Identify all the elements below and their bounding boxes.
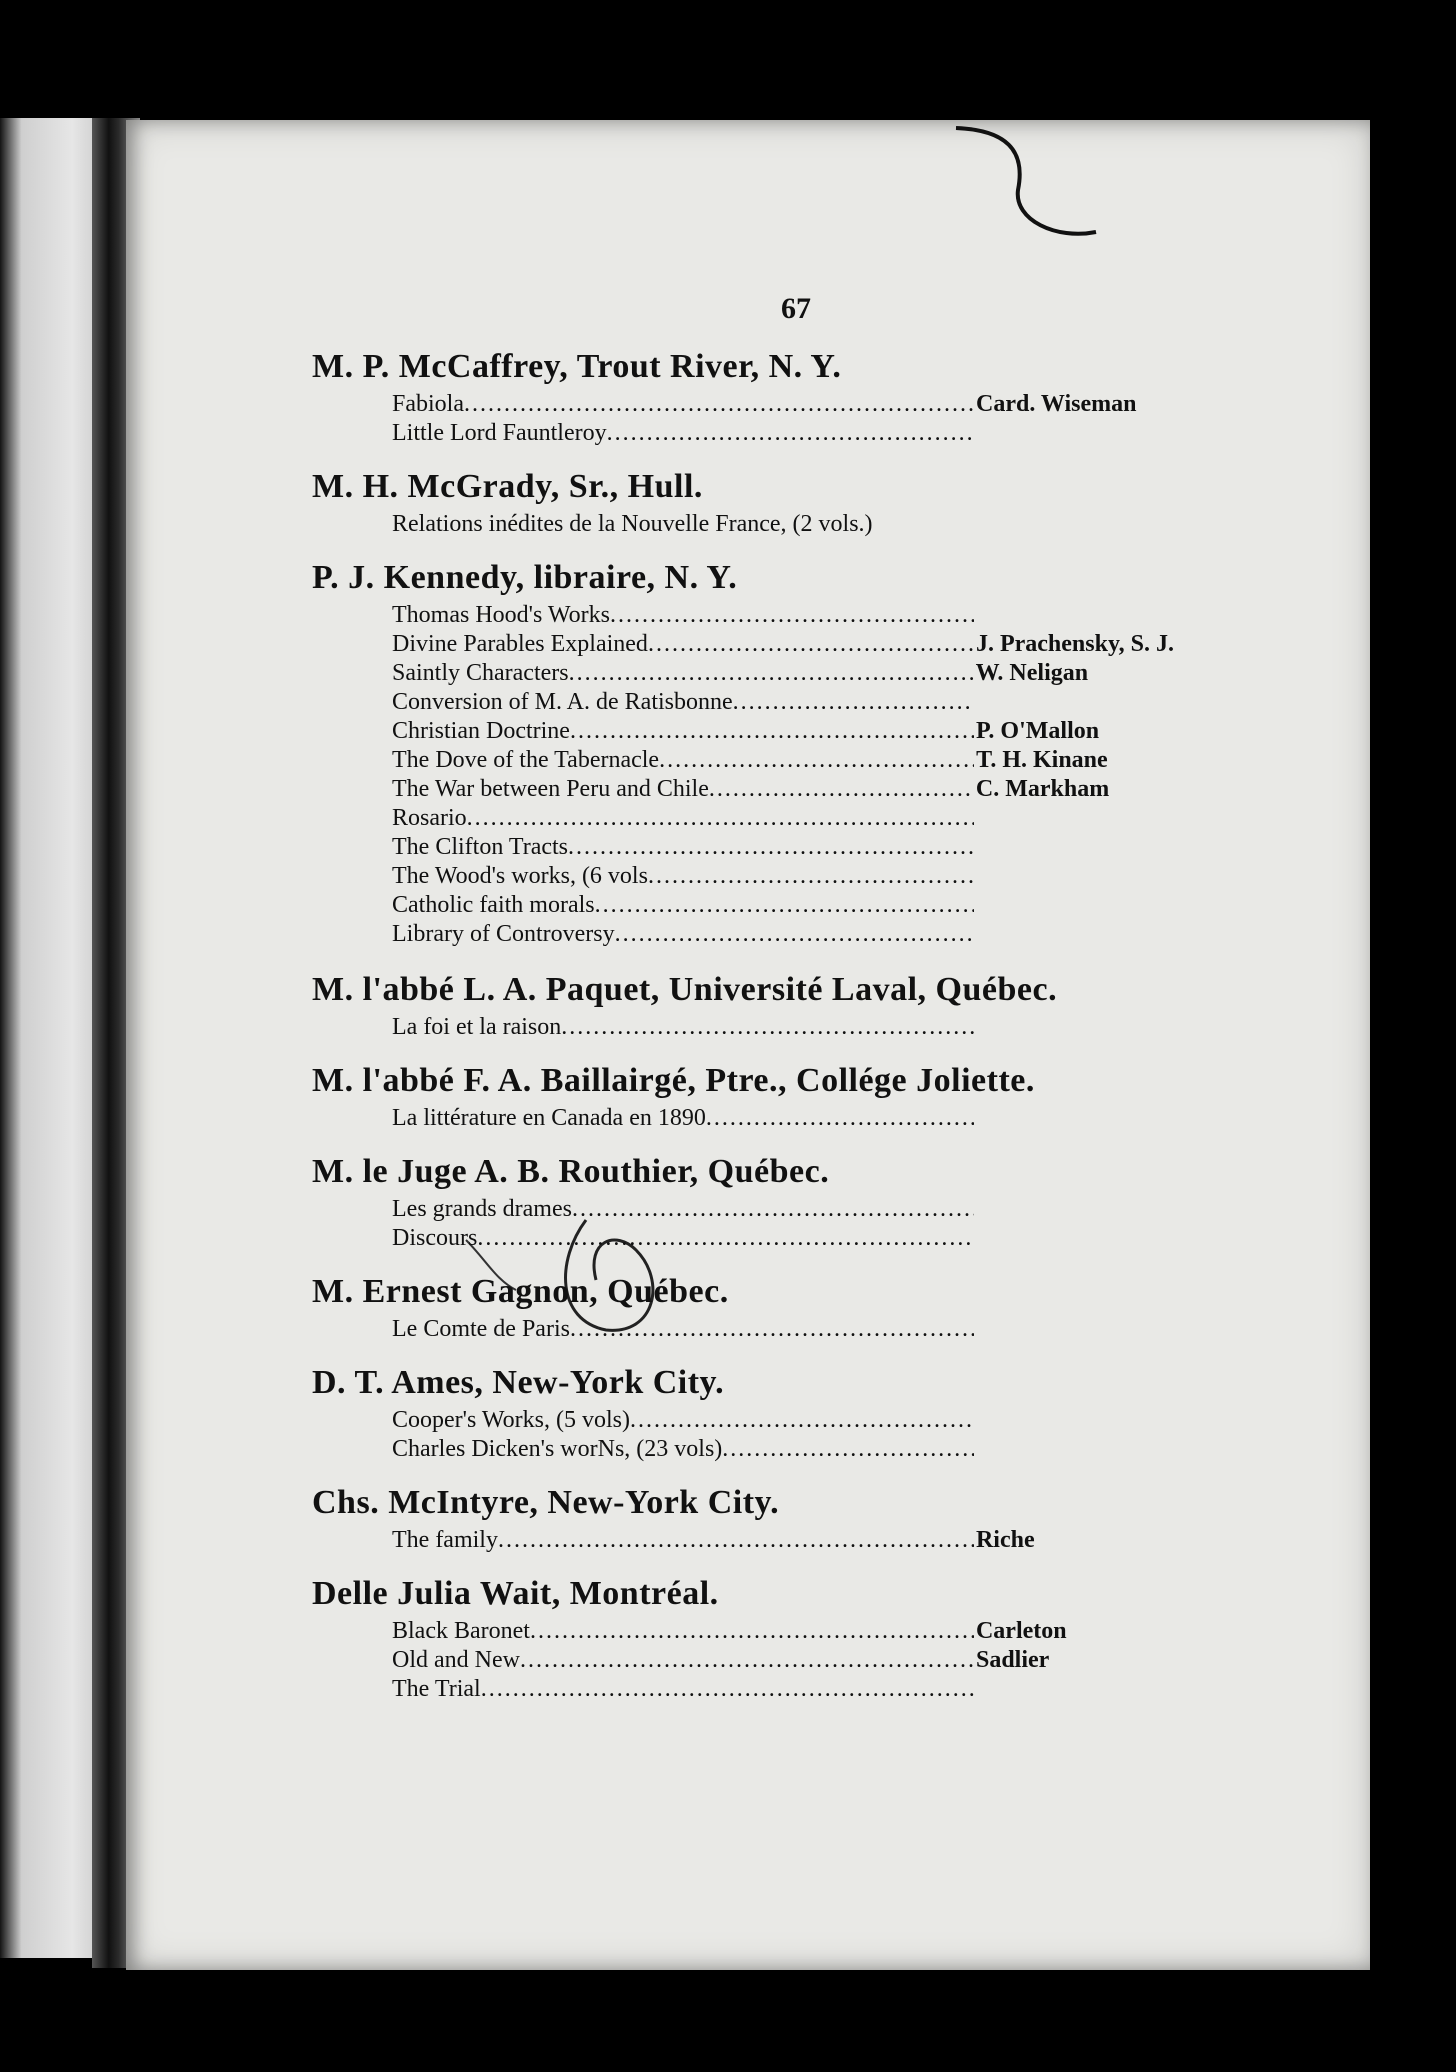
book-title: The Trial — [392, 1676, 481, 1702]
book-title: The Clifton Tracts — [392, 834, 569, 860]
dot-leader — [464, 390, 974, 419]
book-title: Little Lord Fauntleroy — [392, 420, 607, 446]
book-title: La littérature en Canada en 1890 — [392, 1105, 706, 1131]
entry-heading: M. Ernest Gagnon, Québec. — [312, 1273, 729, 1310]
dot-leader — [481, 1675, 974, 1704]
book-item — [392, 920, 1202, 949]
dot-leader — [570, 1315, 974, 1344]
document-page — [126, 120, 1370, 1970]
dot-leader — [648, 630, 974, 659]
entry — [312, 555, 1352, 949]
book-item — [392, 1013, 1202, 1042]
book-title: Relations inédites de la Nouvelle France, (2 vols.) — [392, 511, 873, 537]
book-item — [392, 1617, 1202, 1646]
entry-items — [312, 390, 1352, 448]
dot-leader — [648, 862, 974, 891]
book-author: Card. Wiseman — [976, 391, 1137, 417]
entry-heading: Delle Julia Wait, Montréal. — [312, 1575, 719, 1612]
entry-items — [312, 1526, 1352, 1555]
book-author: Sadlier — [975, 1647, 1050, 1673]
dot-leader — [568, 833, 974, 862]
book-title: Rosario — [392, 805, 467, 831]
book-title: Conversion of M. A. de Ratisbonne — [392, 689, 733, 715]
book-item — [392, 601, 1202, 630]
book-title: Library of Controversy — [392, 921, 615, 947]
book-item — [392, 775, 1202, 804]
book-title: Old and New — [392, 1647, 520, 1673]
book-item — [392, 510, 1202, 539]
book-title: Fabiola — [392, 391, 464, 417]
page-content — [126, 120, 1370, 1970]
entry — [312, 464, 1352, 539]
book-title: Christian Doctrine — [392, 718, 570, 744]
entry — [312, 1269, 1352, 1344]
entry — [312, 1149, 1352, 1253]
entry-items — [312, 601, 1352, 949]
book-item — [392, 1435, 1202, 1464]
book-item — [392, 891, 1202, 920]
book-title: La foi et la raison — [392, 1014, 562, 1040]
book-title: Saintly Characters — [392, 660, 569, 686]
entry-items — [312, 1406, 1352, 1464]
book-item — [392, 1646, 1202, 1675]
entry — [312, 1058, 1352, 1133]
book-title: The War between Peru and Chile — [392, 776, 709, 802]
entry-heading: D. T. Ames, New-York City. — [312, 1364, 725, 1401]
dot-leader — [569, 659, 974, 688]
book-item — [392, 1406, 1202, 1435]
book-author: Carleton — [975, 1618, 1067, 1644]
dot-leader — [595, 891, 974, 920]
entry — [312, 1480, 1352, 1555]
book-author: Riche — [975, 1527, 1035, 1553]
book-title: The family — [392, 1527, 498, 1553]
dot-leader — [572, 1195, 974, 1224]
dot-leader — [709, 775, 974, 804]
dot-leader — [477, 1224, 974, 1253]
dot-leader — [659, 746, 974, 775]
book-title: Catholic faith morals — [392, 892, 595, 918]
book-item — [392, 746, 1202, 775]
book-item — [392, 1315, 1202, 1344]
book-item — [392, 804, 1202, 833]
book-author: T. H. Kinane — [976, 747, 1108, 773]
book-item — [392, 833, 1202, 862]
dot-leader — [733, 688, 974, 717]
book-author: P. O'Mallon — [975, 718, 1100, 744]
entry-heading: Chs. McIntyre, New-York City. — [312, 1484, 780, 1521]
dot-leader — [561, 1013, 974, 1042]
entry-heading: M. l'abbé L. A. Paquet, Université Laval, Québec. — [312, 971, 1058, 1008]
dot-leader — [498, 1526, 974, 1555]
entry — [312, 1360, 1352, 1464]
book-title: Thomas Hood's Works — [392, 602, 610, 628]
dot-leader — [467, 804, 974, 833]
book-item — [392, 688, 1202, 717]
entry-heading: M. H. McGrady, Sr., Hull. — [312, 468, 703, 505]
book-item — [392, 630, 1202, 659]
book-item — [392, 1526, 1202, 1555]
book-title: Cooper's Works, (5 vols) — [392, 1407, 630, 1433]
book-item — [392, 1224, 1202, 1253]
entry-heading: M. le Juge A. B. Routhier, Québec. — [312, 1153, 830, 1190]
book-title: Le Comte de Paris — [392, 1316, 570, 1342]
book-title: Black Baronet — [392, 1618, 530, 1644]
book-item — [392, 390, 1202, 419]
entry-heading: M. l'abbé F. A. Baillairgé, Ptre., Collége Joliette. — [312, 1062, 1035, 1099]
entries-list — [312, 344, 1352, 1720]
book-author: J. Prachensky, S. J. — [975, 631, 1174, 657]
book-title: The Dove of the Tabernacle — [392, 747, 660, 773]
entry — [312, 1571, 1352, 1704]
book-item — [392, 1104, 1202, 1133]
entry-items — [312, 1104, 1352, 1133]
entry-heading: P. J. Kennedy, libraire, N. Y. — [312, 559, 738, 596]
entry — [312, 967, 1352, 1042]
entry-heading: M. P. McCaffrey, Trout River, N. Y. — [312, 348, 842, 385]
dot-leader — [630, 1406, 974, 1435]
page-number: 67 — [781, 292, 811, 325]
book-title: The Wood's works, (6 vols — [392, 863, 648, 889]
dot-leader — [722, 1435, 974, 1464]
entry-items — [312, 510, 1352, 539]
book-author: C. Markham — [975, 776, 1110, 802]
book-item — [392, 1195, 1202, 1224]
book-title: Discours — [392, 1225, 478, 1251]
book-item — [392, 1675, 1202, 1704]
dot-leader — [520, 1646, 974, 1675]
entry-items — [312, 1617, 1352, 1704]
book-author: W. Neligan — [975, 660, 1089, 686]
dot-leader — [570, 717, 974, 746]
book-item — [392, 419, 1202, 448]
entry — [312, 344, 1352, 448]
dot-leader — [530, 1617, 974, 1646]
dot-leader — [610, 601, 974, 630]
dot-leader — [706, 1104, 974, 1133]
book-title: Divine Parables Explained — [392, 631, 648, 657]
entry-items — [312, 1195, 1352, 1253]
book-item — [392, 862, 1202, 891]
book-title: Les grands drames — [392, 1196, 572, 1222]
dot-leader — [607, 419, 974, 448]
book-item — [392, 717, 1202, 746]
entry-items — [312, 1013, 1352, 1042]
book-title: Charles Dicken's worNs, (23 vols) — [392, 1436, 723, 1462]
dot-leader — [615, 920, 974, 949]
entry-items — [312, 1315, 1352, 1344]
book-item — [392, 659, 1202, 688]
